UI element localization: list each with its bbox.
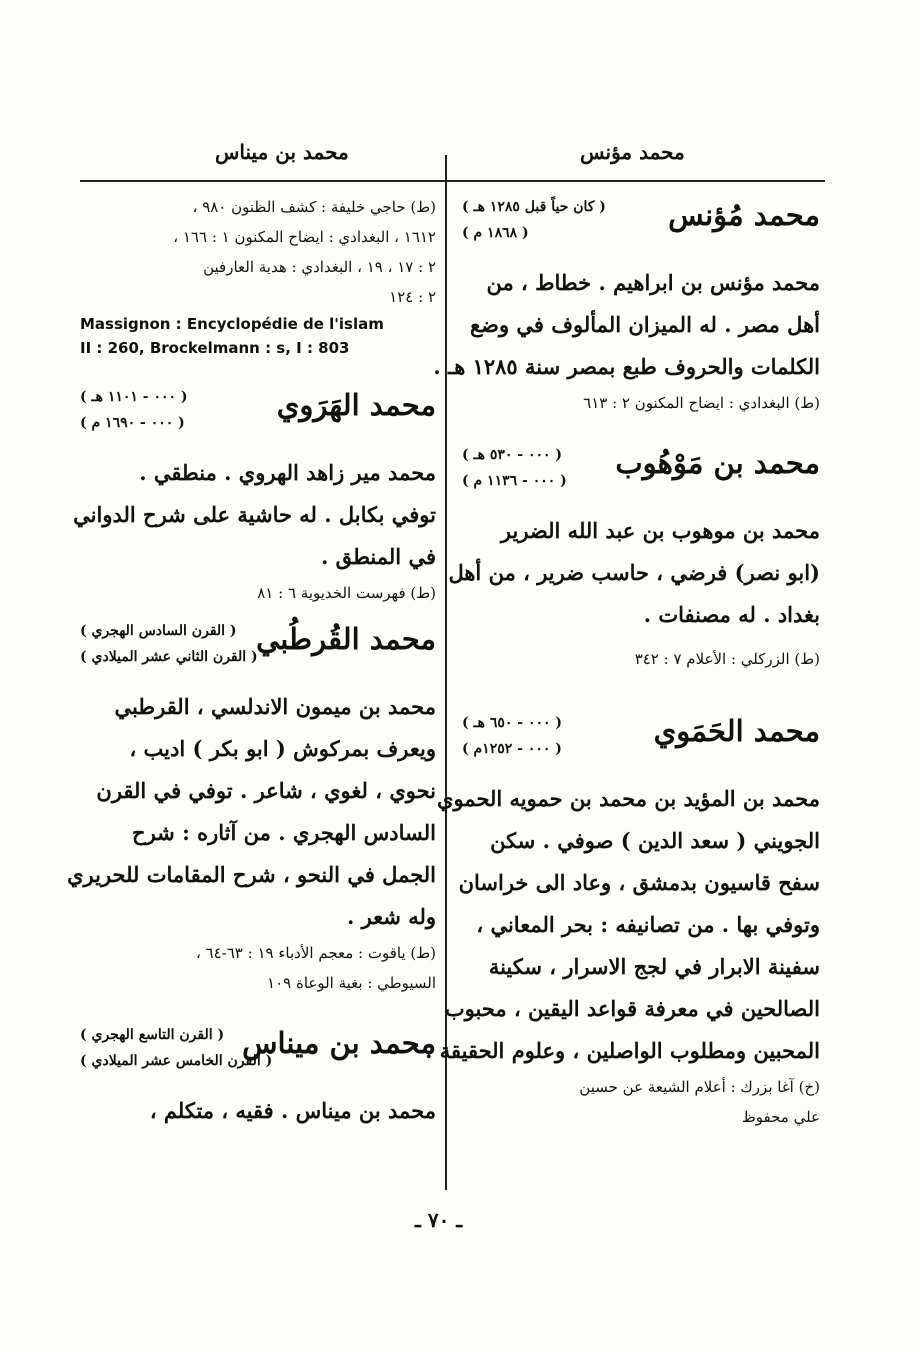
running-head-right: محمد مؤنس <box>580 140 685 164</box>
entry-name: محمد بن ميناس <box>242 1026 436 1060</box>
entry-text-line: (ابو نصر) فرضي ، حاسب ضرير ، من أهل <box>448 560 820 585</box>
latin-reference: Massignon : Encyclopédie de l'islam <box>80 315 384 333</box>
entry-reference: (ط) حاجي خليفة : كشف الظنون ٩٨٠ ، <box>192 198 436 216</box>
page-number: ـ ٧٠ ـ <box>415 1208 463 1232</box>
entry-text-line: الكلمات والحروف طبع بمصر سنة ١٢٨٥ هـ . <box>433 354 820 379</box>
entry-reference: (ط) فهرست الخديوية ٦ : ٨١ <box>257 584 436 602</box>
latin-reference: II : 260, Brockelmann : s, I : 803 <box>80 339 350 357</box>
left-column <box>67 192 436 1132</box>
entry-text-line: محمد بن ميمون الاندلسي ، القرطبي <box>114 694 436 719</box>
entry-dates <box>80 618 258 670</box>
entry-name: محمد الهَرَوي <box>276 388 436 422</box>
date-gregorian: ( ٠٠٠ - ١١٣٦ م ) <box>462 473 567 489</box>
date-hijri: ( كان حياً قبل ١٢٨٥ هـ ) <box>462 199 606 215</box>
entry-text-line: أهل مصر . له الميزان المألوف في وضع <box>469 312 820 337</box>
entry-name: محمد القُرطُبي <box>256 622 436 656</box>
entry-header <box>462 192 820 256</box>
entry-dates <box>462 710 562 762</box>
entry-reference: (خ) آغا بزرك : أعلام الشيعة عن حسين <box>579 1078 820 1096</box>
entry-reference: (ط) ياقوت : معجم الأدباء ١٩ : ٦٣-٦٤ ، <box>195 944 436 962</box>
entry-header <box>462 440 820 504</box>
entry-reference: (ط) الزركلي : الأعلام ٧ : ٣٤٢ <box>634 650 820 668</box>
date-hijri: ( القرن السادس الهجري ) <box>80 623 237 639</box>
date-hijri: ( القرن التاسع الهجري ) <box>80 1027 225 1043</box>
entry-text-line: الجمل في النحو ، شرح المقامات للحريري <box>67 862 436 887</box>
entry-text-line: توفي بكابل . له حاشية على شرح الدواني <box>73 502 436 527</box>
date-hijri: ( ٠٠٠ - ٦٥٠ هـ ) <box>462 715 563 731</box>
entry-text-line: محمد مؤنس بن ابراهيم . خطاط ، من <box>486 270 820 295</box>
entry-text-line: محمد مير زاهد الهروي . منطقي . <box>139 460 436 485</box>
entry-text-line: المحبين ومطلوب الواصلين ، وعلوم الحقيقة . <box>425 1038 820 1063</box>
entry-reference: ٢ : ١٧ ، ١٩ ، البغدادي : هدية العارفين <box>203 258 436 276</box>
date-gregorian: ( القرن الخامس عشر الميلادي ) <box>80 1053 273 1069</box>
date-gregorian: ( ٠٠٠ - ١٢٥٢م ) <box>462 741 562 757</box>
date-gregorian: ( القرن الثاني عشر الميلادي ) <box>80 649 258 665</box>
entry-text-line: محمد بن موهوب بن عبد الله الضرير <box>500 518 820 543</box>
entry-text-line: الجويني ( سعد الدين ) صوفي . سكن <box>490 828 820 853</box>
entry-name: محمد بن مَوْهُوب <box>615 446 820 480</box>
entry-text-line: سفح قاسيون بدمشق ، وعاد الى خراسان <box>458 870 820 895</box>
entry-dates <box>462 194 606 246</box>
entry-reference: علي محفوظ <box>741 1108 820 1126</box>
entry-text-line: السادس الهجري . من آثاره : شرح <box>132 820 436 845</box>
entry-text-line: الصالحين في معرفة قواعد اليقين ، محبوب <box>444 996 820 1021</box>
entry-text-line: محمد بن المؤيد بن محمد بن حمويه الحموي <box>437 786 820 811</box>
entry-reference: ١٦١٢ ، البغدادي : ايضاح المكنون ١ : ١٦٦ ، <box>173 228 436 246</box>
date-hijri: ( ٠٠٠ - ٥٣٠ هـ ) <box>462 447 563 463</box>
entry-header <box>80 616 436 680</box>
entry-text-line: ويعرف بمركوش ( ابو بكر ) اديب ، <box>129 736 436 761</box>
entry-dates <box>80 1022 272 1074</box>
entry-text-line: سفينة الابرار في لجج الاسرار ، سكينة <box>488 954 820 979</box>
entry-header <box>462 708 820 772</box>
entry-reference: السيوطي : بغية الوعاة ١٠٩ <box>267 974 436 992</box>
entry-text-line: بغداد . له مصنفات . <box>643 602 820 627</box>
entry-text-line: وتوفي بها . من تصانيفه : بحر المعاني ، <box>476 912 820 937</box>
entry-reference: ٢ : ١٢٤ <box>389 288 436 306</box>
entry-header <box>80 1020 436 1084</box>
header-rule <box>80 180 825 182</box>
entry-dates <box>80 384 188 436</box>
entry-dates <box>462 442 567 494</box>
entry-name: محمد الحَمَوي <box>653 714 820 748</box>
running-head-left: محمد بن ميناس <box>215 140 349 164</box>
entry-text-line: نحوي ، لغوي ، شاعر . توفي في القرن <box>96 778 436 803</box>
right-column <box>425 192 820 1132</box>
entry-name: محمد مُؤنس <box>668 198 820 232</box>
date-hijri: ( ٠٠٠ - ١١٠١ هـ ) <box>80 389 188 405</box>
entry-text-line: محمد بن ميناس . فقيه ، متكلم ، <box>149 1098 436 1123</box>
date-gregorian: ( ١٨٦٨ م ) <box>462 225 529 241</box>
date-gregorian: ( ٠٠٠ - ١٦٩٠ م ) <box>80 415 185 431</box>
entry-header <box>80 382 436 446</box>
entry-text-line: في المنطق . <box>321 544 436 569</box>
entry-reference: (ط) البغدادي : ايضاح المكنون ٢ : ٦١٣ <box>583 394 820 412</box>
entry-text-line: وله شعر . <box>346 904 436 929</box>
